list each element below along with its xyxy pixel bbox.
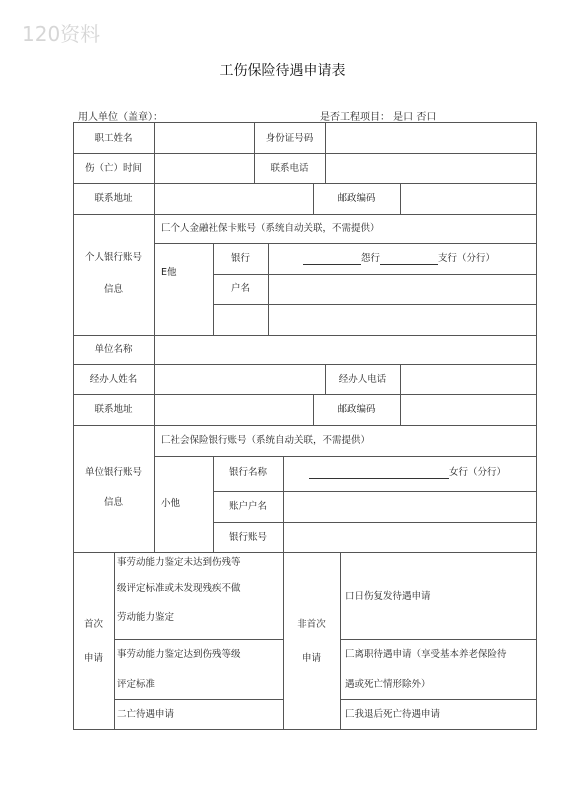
unit-postcode-field[interactable]: [401, 395, 536, 425]
application-form-table: [73, 122, 537, 730]
personal-social-card-option[interactable]: 匚个人金融社保卡账号（系统自动关联，不需提供）: [161, 223, 380, 234]
account-holder-field[interactable]: [284, 492, 536, 522]
account-name-field[interactable]: [269, 275, 536, 304]
bank-account-field[interactable]: [284, 523, 536, 552]
agent-phone-field[interactable]: [401, 365, 536, 394]
label-bank-name: 银行名称: [228, 467, 267, 478]
non-first-option-recurrence[interactable]: 口日伤复发待遇申请: [345, 591, 431, 602]
bank-name-field[interactable]: [309, 458, 535, 488]
first-opt1-line1: 事劳动能力鉴定未达到伤残等: [117, 557, 241, 568]
first-opt1-line3: 劳动能力鉴定: [117, 612, 175, 623]
label-personal-bank-info: 信息: [103, 284, 123, 295]
non-first-option-resign[interactable]: [345, 640, 535, 699]
label-worker-name: 职工姓名: [94, 133, 133, 144]
bank-name-branch-text: 女行（分行）: [449, 467, 507, 478]
id-number-field[interactable]: [326, 123, 536, 153]
agent-name-field[interactable]: [155, 365, 325, 394]
worker-name-field[interactable]: [155, 123, 254, 153]
non-opt2-line1: 匚离职待遇申请（享受基本养老保险待: [345, 649, 507, 660]
engineering-project-label: 是否工程项目： 是口 否口: [320, 112, 437, 123]
label-non-first: 非首次: [297, 619, 326, 630]
first-option-death[interactable]: 二亡待遇申请: [117, 709, 175, 720]
label-bank-account: 银行账号: [228, 532, 267, 543]
unit-name-field[interactable]: [155, 336, 536, 364]
label-postcode: 邮政编码: [337, 193, 376, 204]
form-title: 工伤保险待遇申请表: [219, 63, 346, 79]
label-agent-name: 经办人姓名: [89, 374, 138, 385]
label-unit-name: 单位名称: [94, 344, 133, 355]
watermark: 120资料: [22, 22, 101, 46]
unit-address-field[interactable]: [155, 395, 313, 425]
label-unit-address: 联系地址: [94, 404, 133, 415]
non-first-option-retired-death[interactable]: 匚我退后死亡待遇申请: [345, 709, 441, 720]
label-id-number: 身份证号码: [265, 133, 314, 144]
label-unit-bank-info: 信息: [103, 497, 123, 508]
label-non-first-2: 申请: [301, 653, 321, 664]
bank-text: 怨行: [361, 253, 381, 264]
first-opt2-line1: 事劳动能力鉴定达到伤残等级: [117, 649, 241, 660]
social-insurance-bank-option[interactable]: 匚社会保险银行账号（系统自动关联，不需提供）: [161, 435, 371, 446]
unit-other-option[interactable]: 小他: [161, 498, 181, 509]
label-first-apply-2: 申请: [83, 653, 103, 664]
label-agent-phone: 经办人电话: [338, 374, 387, 385]
personal-other-option[interactable]: E他: [161, 267, 177, 278]
account-number-field[interactable]: [269, 305, 536, 335]
first-opt1-line2: 级评定标准或未发现残疾不做: [117, 583, 241, 594]
phone-field[interactable]: [326, 154, 536, 183]
label-account-holder: 账户户名: [228, 501, 267, 512]
label-personal-bank: 个人银行账号: [84, 252, 142, 263]
label-account-name: 户名: [230, 283, 250, 294]
non-opt2-line2: 遇或死亡情形除外）: [345, 679, 431, 690]
employer-seal-label: 用人单位（盖章）：: [78, 112, 163, 123]
branch-text: 支行（分行）: [438, 253, 496, 264]
label-injury-time: 伤（亡）时间: [84, 163, 142, 174]
first-option-disabled[interactable]: [117, 640, 283, 699]
label-bank: 银行: [230, 253, 250, 264]
postcode-field[interactable]: [401, 184, 536, 214]
label-unit-postcode: 邮政编码: [337, 404, 376, 415]
bank-branch-field[interactable]: [303, 244, 533, 274]
label-phone: 联系电话: [270, 163, 309, 174]
address-field[interactable]: [155, 184, 313, 214]
label-address: 联系地址: [94, 193, 133, 204]
first-option-not-disabled[interactable]: [117, 552, 283, 639]
label-first-apply: 首次: [83, 619, 103, 630]
first-opt2-line2: 评定标准: [117, 679, 156, 690]
label-unit-bank: 单位银行账号: [84, 467, 142, 478]
injury-time-field[interactable]: [155, 154, 254, 183]
